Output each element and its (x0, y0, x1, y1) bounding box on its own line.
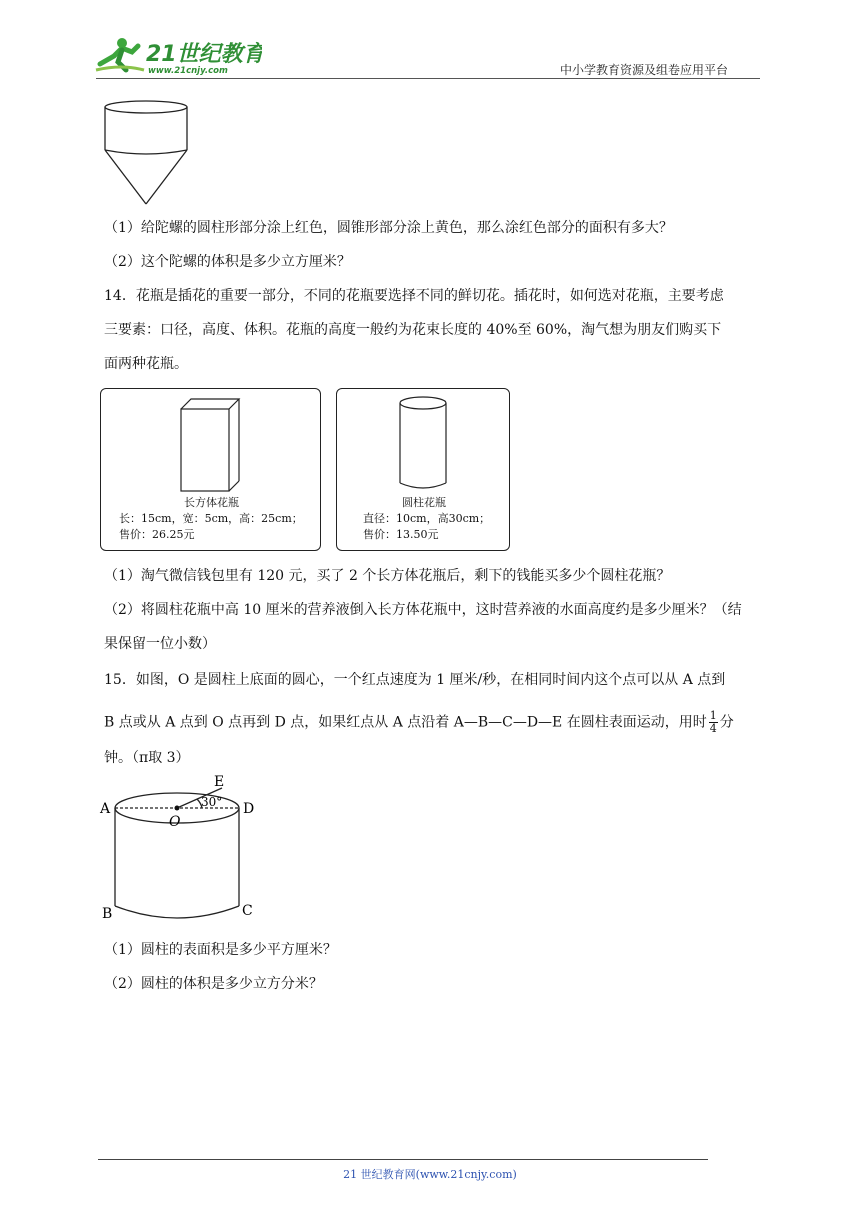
rect-vase-dims: 长：15cm，宽：5cm，高：25cm； (119, 512, 303, 525)
q14-line2: 三要素：口径，高度、体积。花瓶的高度一般约为花束长度的 40%至 60%，淘气想为朋友们购买下 (104, 322, 722, 338)
label-D: D (243, 801, 255, 817)
cylinder-vase-dims: 直径：10cm，高30cm； (363, 512, 491, 525)
q15-line1: 15．如图，O 是圆柱上底面的圆心，一个红点速度为 1 厘米/秒，在相同时间内这个点可以从 A 点到 (104, 672, 726, 688)
logo-text: 21世纪教育 (146, 42, 262, 67)
q14-line3: 面两种花瓶。 (104, 356, 188, 372)
q13-sub1: （1）给陀螺的圆柱形部分涂上红色，圆锥形部分涂上黄色，那么涂红色部分的面积有多大？ (104, 220, 673, 236)
q15-sub1: （1）圆柱的表面积是多少平方厘米？ (104, 942, 337, 958)
q15-line2-end: 分 (719, 714, 734, 731)
q15-line2 (104, 710, 734, 735)
q14-sub2-line2: 果保留一位小数） (104, 636, 216, 652)
rect-vase-card (100, 388, 321, 551)
label-O: O (169, 814, 181, 830)
cuboid-vase-drawing (177, 395, 247, 495)
platform-name: 中小学教育资源及组卷应用平台 (560, 63, 729, 77)
footer-divider (98, 1159, 708, 1160)
rect-vase-price: 售价：26.25元 (119, 528, 195, 541)
cylinder-figure (96, 772, 266, 928)
q15-line3: 钟。（π取 3） (104, 750, 190, 766)
label-angle: 30° (201, 795, 223, 809)
label-E: E (214, 774, 225, 790)
label-C: C (242, 903, 253, 919)
q14-sub2-line1: （2）将圆柱花瓶中高 10 厘米的营养液倒入长方体花瓶中，这时营养液的水面高度约是多少厘米？（结 (104, 602, 742, 618)
rect-vase-name: 长方体花瓶 (184, 496, 239, 509)
cylinder-vase-name: 圆柱花瓶 (402, 496, 446, 509)
q15-line2-text: B 点或从 A 点到 O 点再到 D 点，如果红点从 A 点沿着 A—B—C—D—E 在圆柱表面运动，用时 (104, 714, 707, 731)
q13-sub2: （2）这个陀螺的体积是多少立方厘米？ (104, 254, 351, 270)
footer-link[interactable]: 21 世纪教育网(www.21cnjy.com) (343, 1168, 517, 1181)
fraction-quarter: $\frac{1}{4}$ (709, 709, 717, 735)
runner-icon (96, 38, 144, 70)
label-A: A (100, 801, 111, 817)
q14-sub1: （1）淘气微信钱包里有 120 元，买了 2 个长方体花瓶后，剩下的钱能买多少个圆柱花瓶？ (104, 568, 671, 584)
label-B: B (102, 906, 113, 922)
q15-sub2: （2）圆柱的体积是多少立方分米？ (104, 976, 323, 992)
cylinder-vase-drawing (395, 393, 451, 493)
header-divider (96, 78, 760, 79)
cylinder-vase-price: 售价：13.50元 (363, 528, 439, 541)
site-logo (92, 34, 262, 76)
logo-url: www.21cnjy.com (148, 66, 228, 76)
q14-line1: 14．花瓶是插花的重要一部分，不同的花瓶要选择不同的鲜切花。插花时，如何选对花瓶，主要考虑 (104, 288, 724, 304)
cylinder-vase-card (336, 388, 510, 551)
spinning-top-figure (100, 96, 192, 212)
